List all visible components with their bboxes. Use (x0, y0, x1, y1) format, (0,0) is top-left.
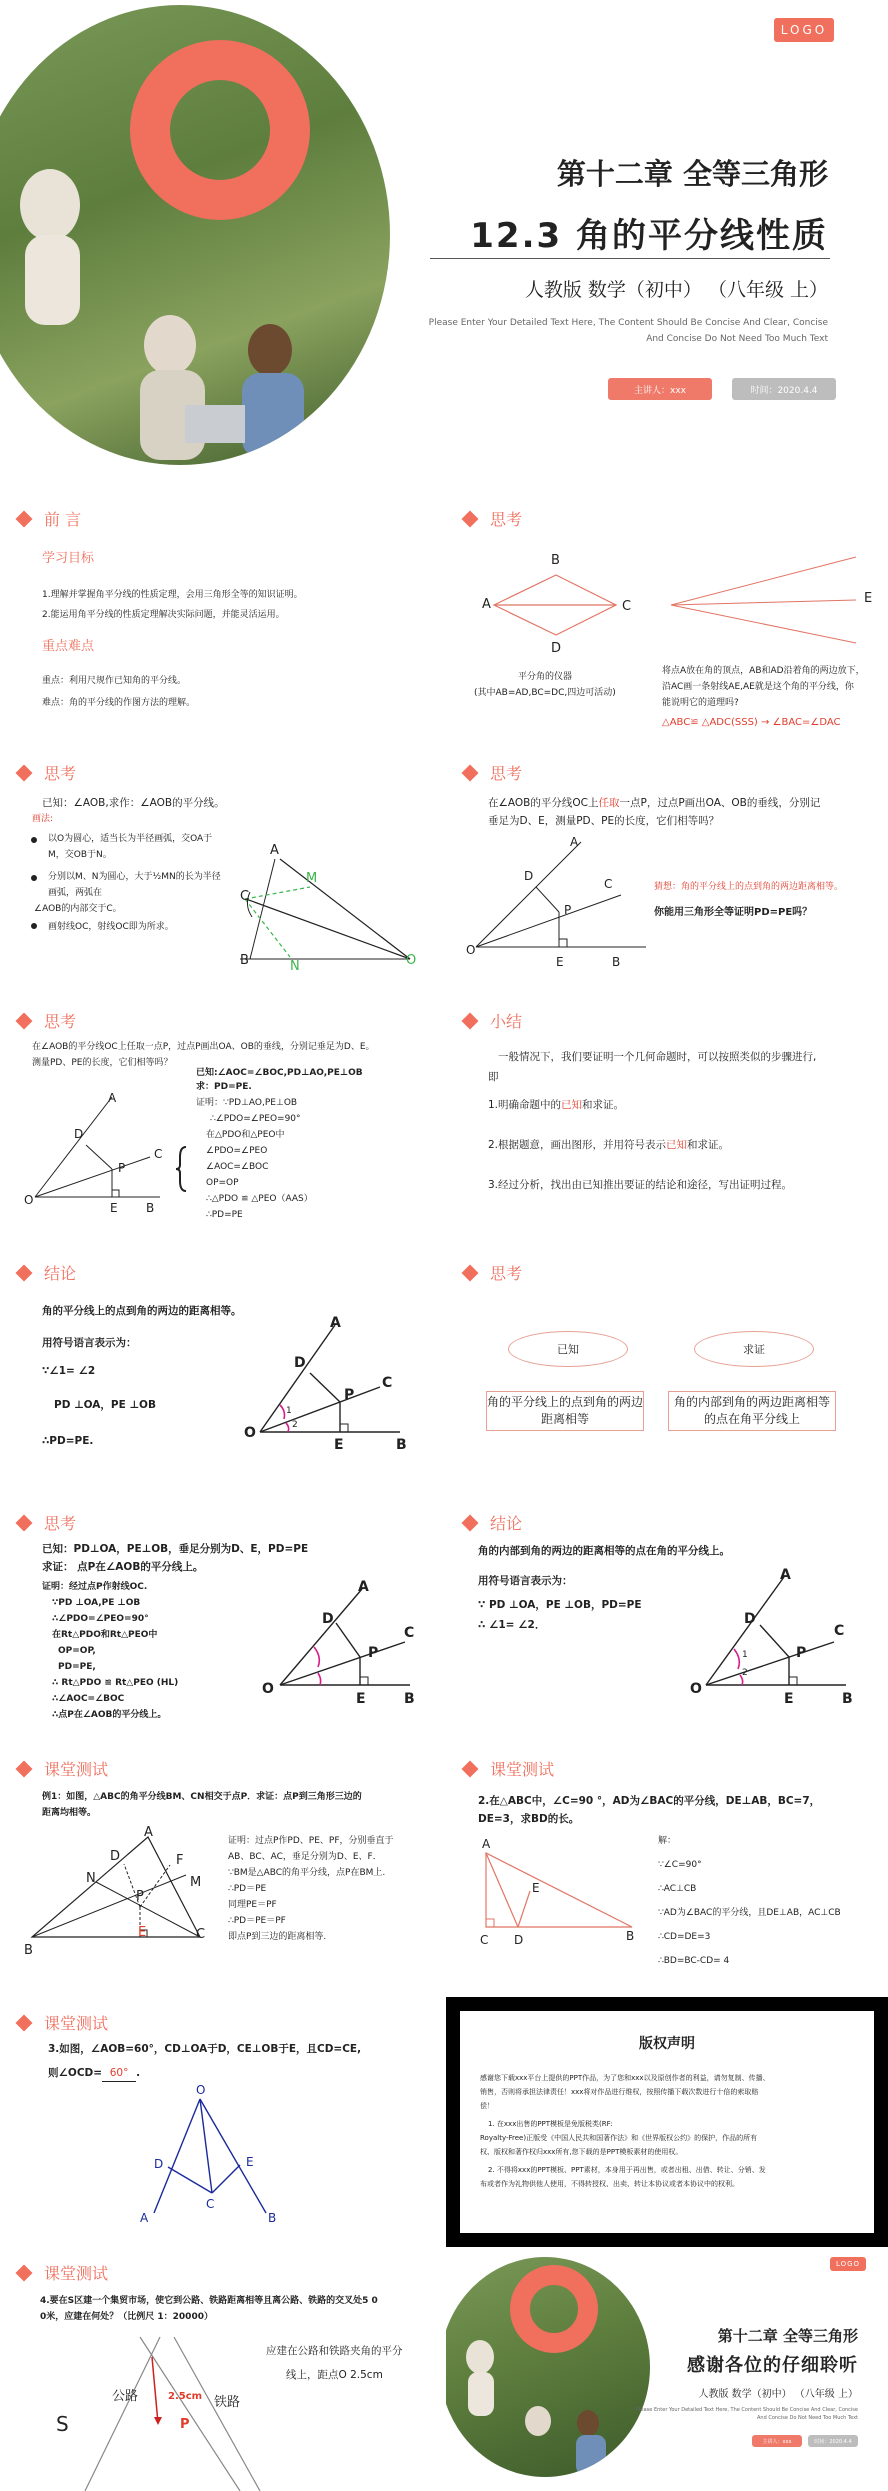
label-D: D (154, 2157, 164, 2171)
label-O: O (244, 1425, 256, 1441)
proof-9: ∴点P在∠AOB的平分线上。 (52, 1710, 167, 1720)
label-E: E (138, 1925, 147, 1940)
caption-2: (其中AB=AD,BC=DC,四边可活动) (474, 688, 616, 698)
label-B: B (404, 1691, 415, 1707)
label-O: O (690, 1681, 702, 1697)
goal-1: 1.理解并掌握角平分线的性质定理，会用三角形全等的知识证明。 (42, 590, 303, 600)
label-O: O (406, 953, 417, 968)
label-C: C (206, 2197, 215, 2211)
symbol-label: 用符号语言表示为： (42, 1337, 137, 1349)
slide-heading: 小结 (490, 1012, 523, 1031)
copyright-p7: 2. 不得将xxx的PPT模板、PPT素材，本身用于再出售，或者出租、出借、转让、分销、发 (488, 2166, 766, 2174)
label-D: D (524, 869, 534, 883)
intro-1: 在∠AOB的平分线OC上任取一点P，过点P画出OA、OB的垂线，分别记垂足为D、E。 (32, 1042, 375, 1052)
proof-2: ∴∠PDO=∠PEO=90° (210, 1114, 301, 1124)
label-A: A (270, 843, 279, 858)
slide-heading: 结论 (44, 1264, 77, 1283)
slide-heading: 思考 (490, 1264, 523, 1283)
label-D: D (294, 1355, 306, 1371)
prove-question: 你能用三角形全等证明PD=PE吗？ (654, 907, 813, 918)
answer-5: 同理PE＝PF (228, 1900, 277, 1910)
label-A: A (482, 597, 491, 612)
slide-guess (446, 747, 888, 997)
label-P: P (564, 903, 572, 917)
copyright-p1: 感谢您下载xxx平台上提供的PPT作品，为了您和xxx以及原创作者的利益，请勿复制、传播、 (480, 2074, 770, 2082)
label-P: P (796, 1645, 807, 1661)
label-A: A (140, 2211, 149, 2225)
symbol-1: ∵ PD ⊥OA，PE ⊥OB，PD=PE (478, 1599, 642, 1611)
conclusion2-diagram (446, 1497, 888, 1747)
answer-2: AB、BC、AC，垂足分别为D、E、F． (228, 1852, 382, 1862)
solution-4: ∴CD=DE=3 (658, 1932, 711, 1942)
question-1: 例1：如图，△ABC的角平分线BM、CN相交于点P．求证：点P到三角形三边的 (42, 1792, 362, 1802)
intro-2: 测量PD、PE的长度，它们相等吗？ (32, 1058, 173, 1068)
label-E: E (864, 591, 873, 606)
end-logo: LOGO (830, 2257, 866, 2271)
cover-subtitle: 人教版 数学（初中） （八年级 上） (524, 279, 828, 301)
label-N: N (290, 959, 300, 974)
answer-4: ∴PD＝PE (228, 1884, 267, 1894)
label-C: C (240, 889, 250, 904)
cover-desc-2: And Concise Do Not Need Too Much Text (646, 334, 828, 344)
solution-0: 解： (658, 1836, 677, 1846)
slide-converse-proof (0, 1497, 442, 1747)
road-label: 公路 (112, 2389, 139, 2404)
text-2: 沿AC画一条射线AE,AE就是这个角的平分线，你 (662, 682, 854, 692)
proof-7: ∴△PDO ≌ △PEO（AAS） (206, 1194, 313, 1204)
statement: 角的内部到角的两边的距离相等的点在角的平分线上。 (478, 1545, 730, 1557)
slide-heading: 思考 (490, 510, 523, 529)
label-B: B (551, 553, 560, 568)
caption-1: 平分角的仪器 (518, 672, 573, 682)
conclusion-diagram (0, 1247, 442, 1497)
answer-2: 线上，距点O 2.5cm (286, 2369, 383, 2381)
answer-3: ∵BM是△ABC的角平分线，点P在BM上. (228, 1868, 386, 1878)
slide-conclusion-2 (446, 1497, 888, 1747)
label-O: O (196, 2083, 206, 2097)
label-A: A (108, 1091, 117, 1105)
slide-converse (446, 1247, 888, 1497)
symbol-1: ∵∠1= ∠2 (42, 1365, 96, 1377)
goal-2: 2.能运用角平分线的性质定理解决实际问题，并能灵活运用。 (42, 610, 285, 620)
slide-copyright (446, 1997, 888, 2247)
symbol-label: 用符号语言表示为： (478, 1575, 573, 1587)
formula: △ABC≌ △ADC(SSS) → ∠BAC=∠DAC (662, 717, 841, 728)
region-S: S (56, 2412, 69, 2436)
label-E: E (246, 2155, 254, 2169)
label-P: P (344, 1387, 355, 1403)
step-3: 画射线OC，射线OC即为所求。 (48, 922, 174, 932)
angle-2: 2 (292, 1420, 298, 1430)
label-B: B (24, 1943, 33, 1958)
given: 已知：∠AOB,求作：∠AOB的平分线。 (42, 797, 225, 809)
answer-blank[interactable]: 60° (102, 2065, 136, 2082)
end-time: 时间：2020.4.4 (808, 2435, 858, 2447)
label-M: M (306, 871, 318, 886)
proof-1: 证明：经过点P作射线OC. (42, 1582, 148, 1592)
proof-1: 证明：∵PD⊥AO,PE⊥OB (196, 1098, 298, 1108)
question-1: 2.在△ABC中，∠C=90 °，AD为∠BAC的平分线，DE⊥AB，BC=7， (478, 1795, 821, 1807)
item-3: 3.经过分析，找出由已知推出要证的结论和途径，写出证明过程。 (488, 1179, 793, 1191)
diamond-icon (16, 510, 33, 527)
proof-8: ∴PD=PE (206, 1210, 243, 1220)
slide-test-4 (0, 2247, 442, 2491)
slide-preface (0, 497, 442, 747)
time-badge: 时间：2020.4.4 (732, 378, 836, 400)
cover-logo: LOGO (774, 18, 834, 42)
angle-1: 1 (742, 1650, 748, 1660)
proof-7: ∴ Rt△PDO ≌ Rt△PEO (HL) (52, 1678, 179, 1688)
question-2: 则∠OCD= 60° . (48, 2065, 140, 2082)
copyright-p2: 销售，否则将承担法律责任！xxx将对作品进行维权，按照传播下载次数进行十倍的索取赔 (480, 2088, 759, 2096)
end-chapter: 第十二章 全等三角形 (717, 2327, 858, 2345)
slide-test-1 (0, 1747, 442, 1997)
question-2: 距离均相等。 (42, 1808, 97, 1818)
copyright-p6: 权、版权和著作权归xxx所有,您下载的是PPT模板素材的使用权。 (480, 2148, 683, 2156)
guess-text: 猜想：角的平分线上的点到角的两边距离相等。 (654, 882, 844, 892)
label-E: E (556, 955, 564, 969)
copyright-p8: 布或者作为礼物供他人使用，不得转授权、出卖、转让本协议或者本协议中的权利。 (480, 2180, 739, 2188)
slide-proof (0, 997, 442, 1247)
slide-heading: 课堂测试 (44, 2014, 109, 2033)
intro: 一般情况下，我们要证明一个几何命题时，可以按照类似的步骤进行, (498, 1051, 817, 1063)
label-E: E (784, 1691, 794, 1707)
cover-rule (430, 258, 830, 259)
copyright-p5: Royalty-Free)正版受《中国人民共和国著作法》和《世界版权公约》的保护，作品的所有 (480, 2134, 758, 2142)
end-desc-2: And Concise Do Not Need Too Much Text (757, 2415, 858, 2421)
label-C: C (404, 1625, 415, 1641)
label-C: C (382, 1375, 393, 1391)
proof-5: ∠AOC=∠BOC (206, 1162, 269, 1172)
slide-construction (0, 747, 442, 997)
known-oval: 已知 (508, 1331, 628, 1367)
label-B: B (396, 1437, 407, 1453)
distance-label: 2.5cm (168, 2391, 203, 2402)
prove-oval: 求证 (694, 1331, 814, 1367)
slide-heading: 思考 (44, 764, 77, 783)
slide-heading: 思考 (44, 1012, 77, 1031)
label-D: D (744, 1611, 756, 1627)
method-label: 画法: (32, 814, 54, 824)
question-1: 3.如图，∠AOB=60°，CD⊥OA于D，CE⊥OB于E，且CD=CE, (48, 2043, 362, 2055)
proof-8: ∴∠AOC=∠BOC (52, 1694, 125, 1704)
symbol-3: ∴PD=PE. (42, 1435, 94, 1447)
rail-label: 铁路 (214, 2395, 241, 2410)
prove-ask: 求：PD=PE. (196, 1082, 252, 1092)
slide-heading: 思考 (490, 764, 523, 783)
goal-title: 学习目标 (42, 551, 95, 566)
angle-2: 2 (742, 1668, 748, 1678)
slide-heading: 课堂测试 (44, 1760, 109, 1779)
end-speaker: 主讲人：xxx (752, 2435, 802, 2447)
cover-ring (130, 40, 310, 220)
question-2: 0米，应建在何处？（比例尺 1：20000） (40, 2312, 213, 2322)
cover-title: 12.3 角的平分线性质 (470, 216, 828, 256)
label-E: E (110, 1201, 118, 1215)
solution-3: ∵AD为∠BAC的平分线，且DE⊥AB，AC⊥CB (658, 1908, 841, 1918)
proof-4: 在Rt△PDO和Rt△PEO中 (52, 1630, 158, 1640)
label-P: P (136, 1889, 144, 1904)
label-D: D (74, 1127, 84, 1141)
label-C: C (196, 1927, 206, 1942)
label-E: E (356, 1691, 366, 1707)
cover-desc-1: Please Enter Your Detailed Text Here, The Content Should Be Concise And Clear, Concise (428, 318, 828, 328)
text-1: 将点A放在角的顶点，AB和AD沿着角的两边放下， (662, 666, 865, 676)
end-slide (446, 2247, 888, 2491)
label-B: B (612, 955, 621, 969)
end-ring (510, 2265, 598, 2353)
label-A: A (330, 1315, 341, 1331)
label-E: E (532, 1881, 540, 1895)
label-B: B (626, 1929, 635, 1943)
slide-heading: 结论 (490, 1514, 523, 1533)
label-D: D (322, 1611, 334, 1627)
label-O: O (262, 1681, 274, 1697)
symbol-2: ∴ ∠1= ∠2． (478, 1619, 546, 1631)
step-1a: 以O为圆心，适当长为半径画弧，交OA于 (48, 834, 213, 844)
label-E: E (334, 1437, 344, 1453)
label-C: C (622, 599, 632, 614)
question-line-2: 垂足为D、E，测量PD、PE的长度，它们相等吗？ (488, 815, 720, 827)
end-subtitle: 人教版 数学（初中） （八年级 上） (698, 2389, 858, 2400)
solution-2: ∴AC⊥CB (658, 1884, 697, 1894)
key-1: 重点：利用尺规作已知角的平分线。 (42, 676, 187, 686)
question-line-1: 在∠AOB的平分线OC上任取一点P，过点P画出OA、OB的垂线，分别记 (488, 797, 821, 809)
cover-slide (0, 0, 888, 495)
angle-1: 1 (286, 1406, 292, 1416)
slide-conclusion-1 (0, 1247, 442, 1497)
answer-1: 应建在公路和铁路夹角的平分 (266, 2345, 403, 2357)
slide-instrument (446, 497, 888, 747)
copyright-p3: 偿！ (480, 2102, 494, 2110)
label-B: B (268, 2211, 277, 2225)
step-1b: M，交OB于N。 (48, 850, 112, 860)
label-A: A (144, 1825, 153, 1840)
guess-diagram (446, 747, 888, 997)
label-F: F (176, 1853, 184, 1868)
proof-3: 在△PDO和△PEO中 (206, 1130, 285, 1140)
known: 已知：PD⊥OA，PE⊥OB，垂足分别为D、E，PD=PE (42, 1543, 309, 1555)
label-B: B (146, 1201, 155, 1215)
label-M: M (190, 1875, 202, 1890)
known-box: 角的平分线上的点到角的两边距离相等 (486, 1391, 644, 1431)
slide-heading: 思考 (44, 1514, 77, 1533)
speaker-badge: 主讲人：xxx (608, 378, 712, 400)
prove-box: 角的内部到角的两边距离相等的点在角平分线上 (668, 1391, 836, 1431)
diamond-icon (462, 1012, 479, 1029)
label-P: P (368, 1645, 379, 1661)
label-A: A (780, 1567, 791, 1583)
copyright-title: 版权声明 (639, 2036, 695, 2052)
converse-diagram (0, 1497, 442, 1747)
item-1: 1.明确命题中的已知和求证。 (488, 1099, 625, 1111)
end-desc-1: Please Enter Your Detailed Text Here, The Content Should Be Concise And Clear, Concise (636, 2407, 858, 2413)
step-2c: ∠AOB的内部交于C。 (34, 904, 122, 914)
copyright-card (460, 2011, 874, 2233)
diamond-icon (462, 1264, 479, 1281)
step-2a: 分别以M、N为圆心，大于½MN的长为半径 (48, 872, 221, 882)
item-2: 2.根据题意，画出图形，并用符号表示已知和求证。 (488, 1139, 730, 1151)
label-A: A (570, 835, 579, 849)
end-thanks: 感谢各位的仔细聆听 (687, 2355, 858, 2376)
construction-diagram (0, 747, 442, 997)
slide-heading: 课堂测试 (44, 2264, 109, 2283)
point-P: P (180, 2417, 190, 2432)
label-B: B (240, 953, 249, 968)
intro-2: 即 (488, 1071, 499, 1083)
slide-test-3 (0, 1997, 442, 2247)
label-O: O (24, 1193, 34, 1207)
key-2: 难点：角的平分线的作图方法的理解。 (42, 698, 196, 708)
cover-chapter: 第十二章 全等三角形 (556, 157, 828, 191)
step-2b: 画弧，两弧在 (48, 888, 103, 898)
question-1: 4.要在S区建一个集贸市场，使它到公路、铁路距离相等且离公路、铁路的交叉处5 0 (40, 2296, 378, 2306)
question-2: DE=3，求BD的长。 (478, 1813, 580, 1825)
slide-heading: 前 言 (44, 510, 82, 529)
prove: 求证： 点P在∠AOB的平分线上。 (42, 1561, 204, 1573)
text-3: 能说明它的道理吗? (662, 698, 739, 708)
slide-test-2 (446, 1747, 888, 1997)
label-D: D (110, 1849, 121, 1864)
label-D: D (551, 641, 562, 656)
answer-1: 证明：过点P作PD、PE、PF，分别垂直于 (228, 1836, 394, 1846)
symbol-2: PD ⊥OA，PE ⊥OB (54, 1399, 156, 1411)
slide-summary (446, 997, 888, 1247)
test3-diagram (0, 1997, 442, 2247)
key-title: 重点难点 (42, 639, 95, 654)
proof-3: ∴∠PDO=∠PEO=90° (52, 1614, 149, 1624)
proof-5: OP=OP, (58, 1646, 96, 1656)
label-C: C (834, 1623, 845, 1639)
copyright-p4: 1. 在xxx出售的PPT模板是免版税类(RF: (488, 2120, 613, 2128)
proof-4: ∠PDO=∠PEO (206, 1146, 268, 1156)
label-A: A (482, 1837, 491, 1851)
label-O: O (466, 943, 476, 957)
answer-6: ∴PD＝PE＝PF (228, 1916, 286, 1926)
label-B: B (842, 1691, 853, 1707)
slide-heading: 课堂测试 (490, 1760, 555, 1779)
label-C: C (154, 1147, 163, 1161)
proof-6: PD=PE, (58, 1662, 96, 1672)
statement: 角的平分线上的点到角的两边的距离相等。 (42, 1305, 242, 1317)
proof-6: OP=OP (206, 1178, 239, 1188)
label-C: C (480, 1933, 489, 1947)
known: 已知:∠AOC=∠BOC,PD⊥AO,PE⊥OB (196, 1068, 363, 1078)
label-C: C (604, 877, 613, 891)
label-D: D (514, 1933, 524, 1947)
label-N: N (86, 1871, 96, 1886)
proof-2: ∵PD ⊥OA,PE ⊥OB (52, 1598, 141, 1608)
solution-1: ∵∠C=90° (658, 1860, 702, 1870)
label-A: A (358, 1579, 369, 1595)
solution-5: ∴BD=BC-CD= 4 (658, 1956, 730, 1966)
answer-7: 即点P到三边的距离相等. (228, 1932, 327, 1942)
label-P: P (118, 1161, 126, 1175)
